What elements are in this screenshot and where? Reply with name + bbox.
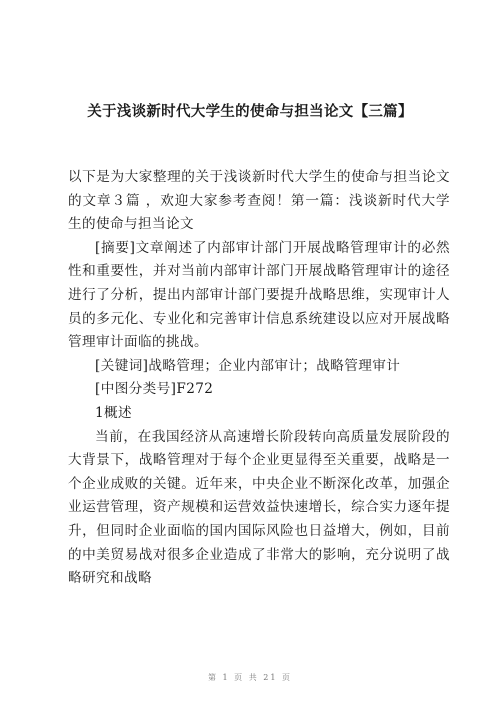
body-paragraph: 当前，在我国经济从高速增长阶段转向高质量发展阶段的大背景下，战略管理对于每个企业更显得至关重要，战略是一个企业成败的关键。近年来，中央企业不断深化改革，加强企业运营管理，资产规模和运营效益快速增长，综合实力逐年提升，但同时企业面临的国内国际风险也日益增大，例如，目前的中美贸易战对很多企业造成了非常大的影响，充分说明了战略研究和战略 [68, 428, 450, 587]
keywords-paragraph: [关键词]战略管理；企业内部审计；战略管理审计 [95, 357, 401, 374]
document-body [68, 166, 450, 591]
classification-paragraph: [中图分类号]F272 [95, 381, 214, 398]
document-title: 关于浅谈新时代大学生的使命与担当论文【三篇】 [87, 104, 413, 120]
page-footer: 第 1 页 共 21 页 [208, 673, 292, 682]
intro-paragraph: 以下是为大家整理的关于浅谈新时代大学生的使命与担当论文的文章３篇 ，欢迎大家参考查阅！第一篇：浅谈新时代大学生的使命与担当论文 [68, 169, 450, 233]
abstract-paragraph: [摘要]文章阐述了内部审计部门开展战略管理审计的必然性和重要性，并对当前内部审计部门开展战略管理审计的途径进行了分析，提出内部审计部门要提升战略思维，实现审计人员的多元化、专业化和完善审计信息系统建设以应对开展战略管理审计面临的挑战。 [68, 239, 450, 351]
section-heading: 1概述 [95, 404, 133, 421]
